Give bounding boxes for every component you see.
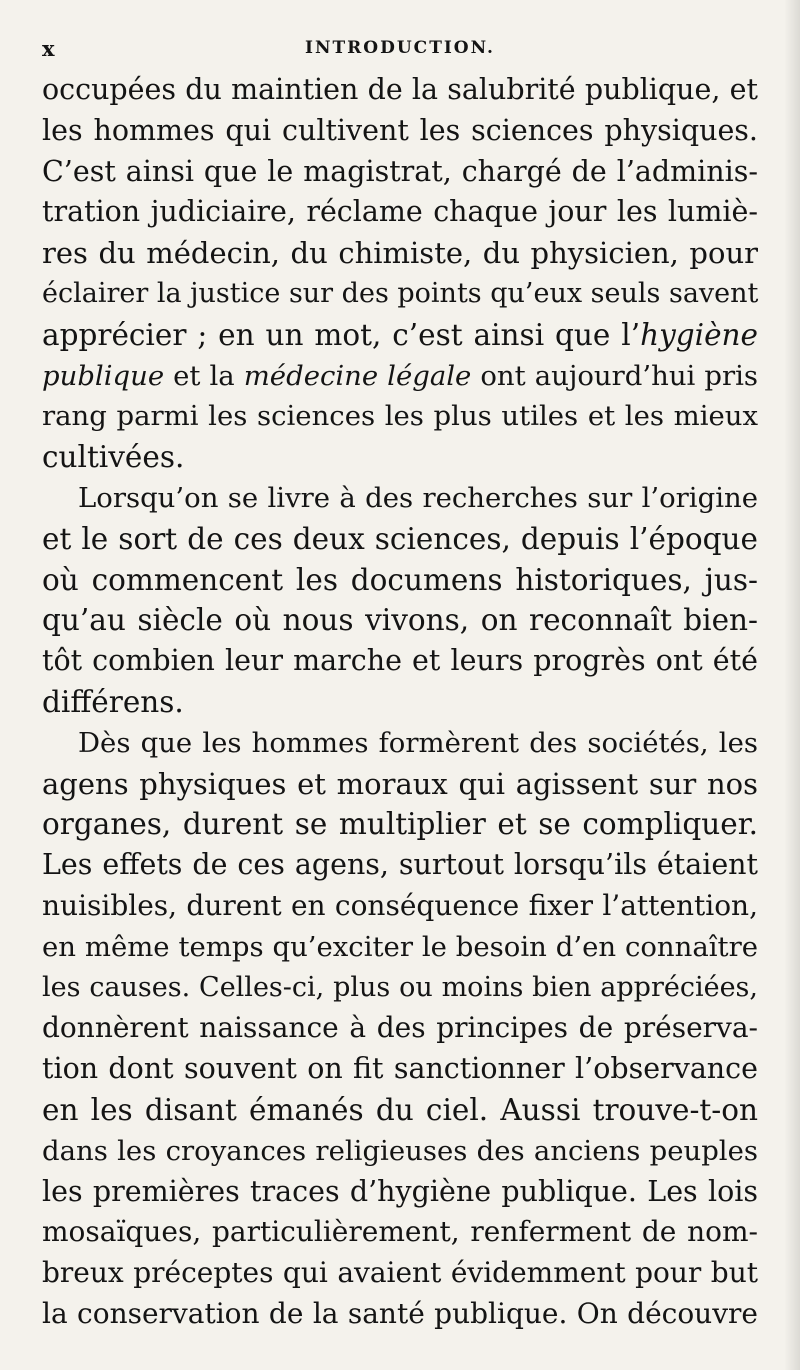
text-line: en même temps qu’exciter le besoin d’en connaître [42, 930, 758, 963]
italic-term-publique: publique [42, 359, 165, 392]
text-line: tration judiciaire, réclame chaque jour les lumiè- [42, 195, 758, 229]
text-line: où commencent les documens historiques, jus- [42, 562, 758, 597]
text-line: les premières traces d’hygiène publique. Les lois [42, 1174, 758, 1208]
text-line: donnèrent naissance à des principes de préserva- [42, 1011, 758, 1045]
body-text [42, 70, 758, 1335]
text-line: mosaïques, particulièrement, renferment de nom- [42, 1215, 758, 1249]
text-line: tôt combien leur marche et leurs progrès ont été [42, 644, 758, 678]
text-line: dans les croyances religieuses des anciens peuples [42, 1134, 758, 1167]
text-line [42, 315, 758, 356]
text-line: et le sort de ces deux sciences, depuis l’époque [42, 521, 758, 556]
running-head [42, 30, 758, 70]
text-line: rang parmi les sciences les plus utiles et les mieux [42, 400, 758, 433]
text-line: organes, durent se multiplier et se compliquer. [42, 807, 758, 842]
text-segment: apprécier ; en un mot, c’est ainsi que l’ [42, 317, 641, 352]
text-segment: ont aujourd’hui pris [471, 359, 759, 392]
text-line: les causes. Celles-ci, plus ou moins bien appréciées, [42, 971, 758, 1003]
text-line: breux préceptes qui avaient évidemment pour but [42, 1256, 758, 1290]
page-edge-shadow [784, 0, 800, 1370]
italic-term-hygiene: hygiène [640, 317, 758, 352]
text-line [42, 356, 758, 397]
paragraph-first-line: Dès que les hommes formèrent des sociétés, les [78, 726, 758, 759]
text-line: les hommes qui cultivent les sciences physiques. [42, 113, 758, 147]
text-line: Les effets de ces agens, surtout lorsqu’ils étaient [42, 848, 758, 882]
paragraph-first-line: Lorsqu’on se livre à des recherches sur l’origine [78, 481, 758, 514]
text-line: tion dont souvent on fit sanctionner l’observance [42, 1052, 758, 1086]
text-line: qu’au siècle où nous vivons, on reconnaît bien- [42, 603, 758, 638]
text-line: agens physiques et moraux qui agissent sur nos [42, 766, 758, 801]
italic-term-medecine-legale: médecine légale [243, 359, 472, 392]
text-line: cultivées. [42, 440, 185, 475]
text-line: C’est ainsi que le magistrat, chargé de l’adminis- [42, 154, 758, 188]
text-line: occupées du maintien de la salubrité publique, et [42, 73, 758, 106]
text-line: res du médecin, du chimiste, du physicien, pour [42, 236, 758, 271]
text-segment: et la [164, 359, 244, 392]
text-line: nuisibles, durent en conséquence fixer l’attention, [42, 888, 758, 922]
text-line: en les disant émanés du ciel. Aussi trouve-t-on [42, 1092, 758, 1127]
text-line: la conservation de la santé publique. On découvre [42, 1296, 758, 1330]
page-number: x [42, 36, 57, 61]
text-line: éclairer la justice sur des points qu’eux seuls savent [42, 277, 759, 309]
running-title: INTRODUCTION. [305, 38, 495, 58]
text-line: différens. [42, 684, 184, 719]
